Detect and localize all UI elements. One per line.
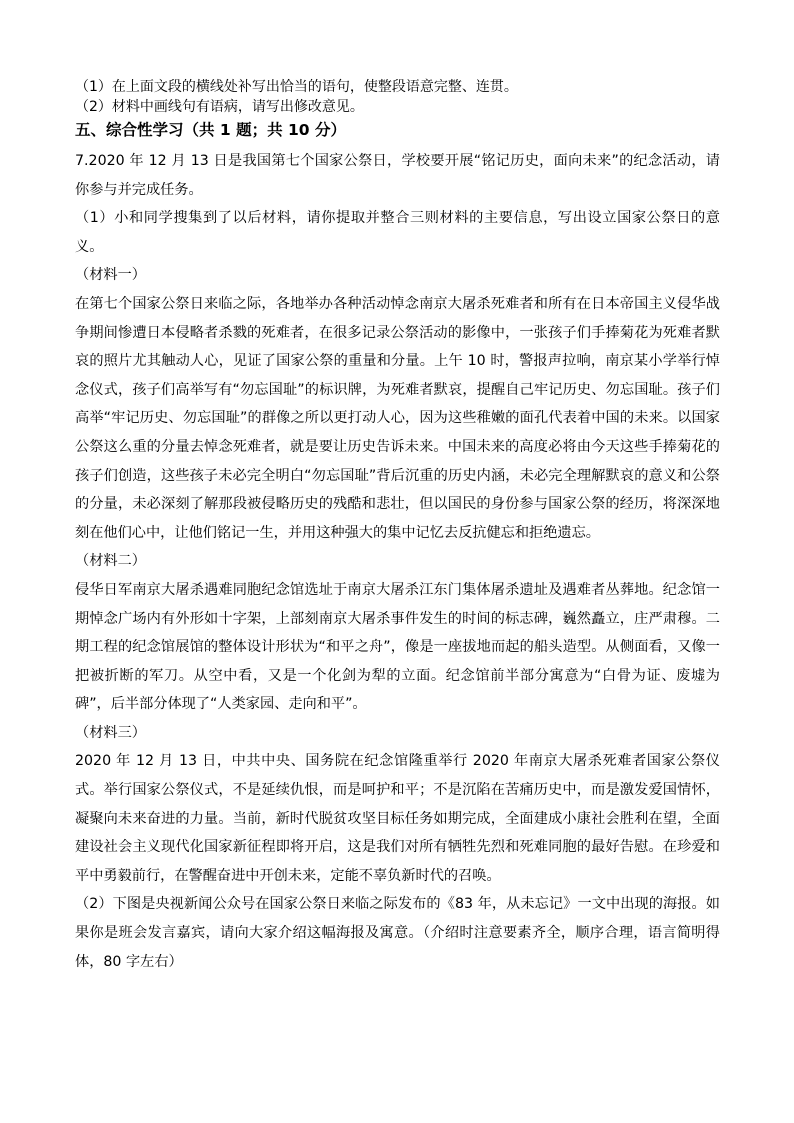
intro-question-1: （1）在上面文段的横线处补写出恰当的语句，使整段语意完整、连贯。 [75, 79, 518, 95]
material-2-text: 侵华日军南京大屠杀遇难同胞纪念馆选址于南京大屠杀江东门集体屠杀遗址及遇难者丛葬地。纪念馆一期悼念广场内有外形如十字架，上部刻南京大屠杀事件发生的时间的标志碑，巍然矗立，庄严肃穆。二期工程的纪念馆展馆的整体设计形状为“和平之舟”，像是一座拔地而起的船头造型。从侧面看，又像一把被折断的军刀。从空中看，又是一个化剑为犁的立面。纪念馆前半部分寓意为“白骨为证、废墟为碑”，后半部分体现了“人类家园、走向和平”。 [75, 581, 720, 713]
question-7-stem: 7.2020 年 12 月 13 日是我国第七个国家公祭日，学校要开展“铭记历史，面向未来”的纪念活动，请你参与并完成任务。 [75, 153, 720, 198]
question-7-sub-2: （2）下图是央视新闻公众号在国家公祭日来临之际发布的《83 年，从未忘记》一文中出现的海报。如果你是班会发言嘉宾，请向大家介绍这幅海报及寓意。（介绍时注意要素齐全，顺序合理，语言简明得体，80 字左右） [75, 896, 720, 970]
intro-question-2: （2）材料中画线句有语病，请写出修改意见。 [75, 99, 364, 115]
question-7-sub-1: （1）小和同学搜集到了以后材料，请你提取并整合三则材料的主要信息，写出设立国家公祭日的意义。 [75, 210, 720, 255]
material-2-label: （材料二） [75, 553, 146, 570]
material-1-text: 在第七个国家公祭日来临之际，各地举办各种活动悼念南京大屠杀死难者和所有在日本帝国主义侵华战争期间惨遭日本侵略者杀戮的死难者，在很多记录公祭活动的影像中，一张孩子们手捧菊花为死难者默哀的照片尤其触动人心，见证了国家公祭的重量和分量。上午 10 时，警报声拉响，南京某小学举行悼念仪式，孩子们高举写有“勿忘国耻”的标识牌，为死难者默哀，提醒自己牢记历史、勿忘国耻。孩子们高举“牢记历史、勿忘国耻”的群像之所以更打动人心，因为这些稚嫩的面孔代表着中国的未来。以国家公祭这么重的分量去悼念死难者，就是要让历史告诉未来。中国未来的高度必将由今天这些手捧菊花的孩子们创造，这些孩子未必完全明白“勿忘国耻”背后沉重的历史内涵，未必完全理解默哀的意义和公祭的分量，未必深刻了解那段被侵略历史的残酷和悲壮，但以国民的身份参与国家公祭的经历，将深深地刻在他们心中，让他们铭记一生，并用这种强大的集中记忆去反抗健忘和拒绝遗忘。 [75, 295, 720, 541]
material-3-text: 2020 年 12 月 13 日，中共中央、国务院在纪念馆隆重举行 2020 年南京大屠杀死难者国家公祭仪式。举行国家公祭仪式，不是延续仇恨，而是呵护和平；不是沉陷在苦痛历史中，而是激发爱国情怀，凝聚向未来奋进的力量。当前，新时代脱贫攻坚目标任务如期完成，全面建成小康社会胜利在望，全面建设社会主义现代化国家新征程即将开启，这是我们对所有牺牲先烈和死难同胞的最好告慰。在珍爱和平中勇毅前行，在警醒奋进中开创未来，定能不辜负新时代的召唤。 [75, 753, 720, 884]
material-3-label: （材料三） [75, 724, 146, 741]
section-heading: 五、综合性学习（共 1 题；共 10 分） [75, 121, 346, 139]
material-1-label: （材料一） [75, 267, 146, 284]
